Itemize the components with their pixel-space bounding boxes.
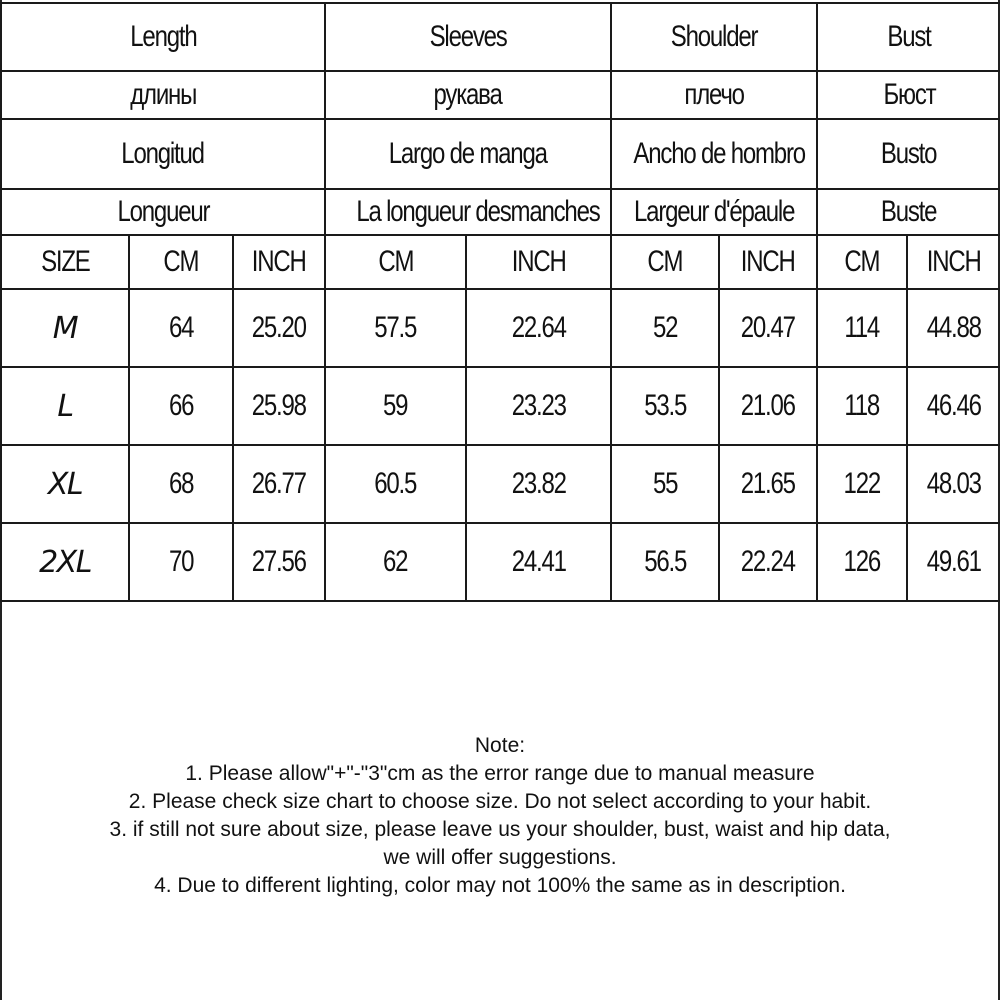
header-row-russian [1,71,1000,119]
table-row [1,445,1000,523]
header-sleeves: Sleeves [325,3,611,71]
note-title: Note: [474,734,526,757]
unit-bust-cm: CM [817,235,907,289]
header-length-es: Longitud [1,119,325,189]
header-bust-es: Busto [817,119,1000,189]
bust-inch: 48.03 [907,445,1000,523]
length-inch: 26.77 [233,445,325,523]
header-shoulder-fr: Largeur d'épaule [611,189,817,235]
unit-shoulder-cm: CM [611,235,719,289]
bust-cm: 126 [817,523,907,601]
note-line-1: 1. Please allow"+"-"3"cm as the error range due to manual measure [185,762,815,785]
length-cm: 68 [129,445,233,523]
length-cm: 66 [129,367,233,445]
shoulder-inch: 20.47 [719,289,817,367]
sleeve-inch: 23.23 [466,367,611,445]
shoulder-inch: 22.24 [719,523,817,601]
note-line-4: 4. Due to different lighting, color may not 100% the same as in description. [154,874,846,897]
note-line-3: 3. if still not sure about size, please leave us your shoulder, bust, waist and hip data, [109,818,891,841]
unit-shoulder-inch: INCH [719,235,817,289]
header-row-english [1,3,1000,71]
table-row [1,523,1000,601]
bust-cm: 114 [817,289,907,367]
header-length-ru: длины [1,71,325,119]
bust-cm: 118 [817,367,907,445]
header-sleeves-fr: La longueur desmanches [325,189,611,235]
sleeve-cm: 60.5 [325,445,466,523]
sleeve-cm: 62 [325,523,466,601]
header-row-french [1,189,1000,235]
header-shoulder-ru: плечо [611,71,817,119]
unit-sleeve-cm: CM [325,235,466,289]
shoulder-cm: 56.5 [611,523,719,601]
shoulder-cm: 52 [611,289,719,367]
size-label: 2XL [1,523,129,601]
header-bust-ru: Бюст [817,71,1000,119]
bust-inch: 49.61 [907,523,1000,601]
sleeve-inch: 22.64 [466,289,611,367]
shoulder-inch: 21.06 [719,367,817,445]
bust-inch: 44.88 [907,289,1000,367]
unit-bust-inch: INCH [907,235,1000,289]
length-inch: 27.56 [233,523,325,601]
header-shoulder-es: Ancho de hombro [611,119,817,189]
shoulder-inch: 21.65 [719,445,817,523]
size-label: M [1,289,129,367]
length-cm: 64 [129,289,233,367]
length-inch: 25.20 [233,289,325,367]
note-line-3-cont: we will offer suggestions. [383,846,617,869]
header-length-fr: Longueur [1,189,325,235]
length-inch: 25.98 [233,367,325,445]
sleeve-inch: 24.41 [466,523,611,601]
size-chart-table [0,2,1000,602]
bust-cm: 122 [817,445,907,523]
unit-size: SIZE [1,235,129,289]
header-shoulder: Shoulder [611,3,817,71]
note-line-2: 2. Please check size chart to choose size. Do not select according to your habit. [128,790,872,813]
unit-length-inch: INCH [233,235,325,289]
note-block [0,732,1000,900]
table-row [1,289,1000,367]
unit-length-cm: CM [129,235,233,289]
header-length: Length [1,3,325,71]
header-bust-fr: Buste [817,189,1000,235]
shoulder-cm: 55 [611,445,719,523]
header-row-spanish [1,119,1000,189]
header-sleeves-es: Largo de manga [325,119,611,189]
header-bust: Bust [817,3,1000,71]
sleeve-cm: 57.5 [325,289,466,367]
length-cm: 70 [129,523,233,601]
bust-inch: 46.46 [907,367,1000,445]
sleeve-inch: 23.82 [466,445,611,523]
unit-row [1,235,1000,289]
header-sleeves-ru: рукава [325,71,611,119]
sleeve-cm: 59 [325,367,466,445]
size-label: XL [1,445,129,523]
shoulder-cm: 53.5 [611,367,719,445]
unit-sleeve-inch: INCH [466,235,611,289]
size-label: L [1,367,129,445]
table-row [1,367,1000,445]
